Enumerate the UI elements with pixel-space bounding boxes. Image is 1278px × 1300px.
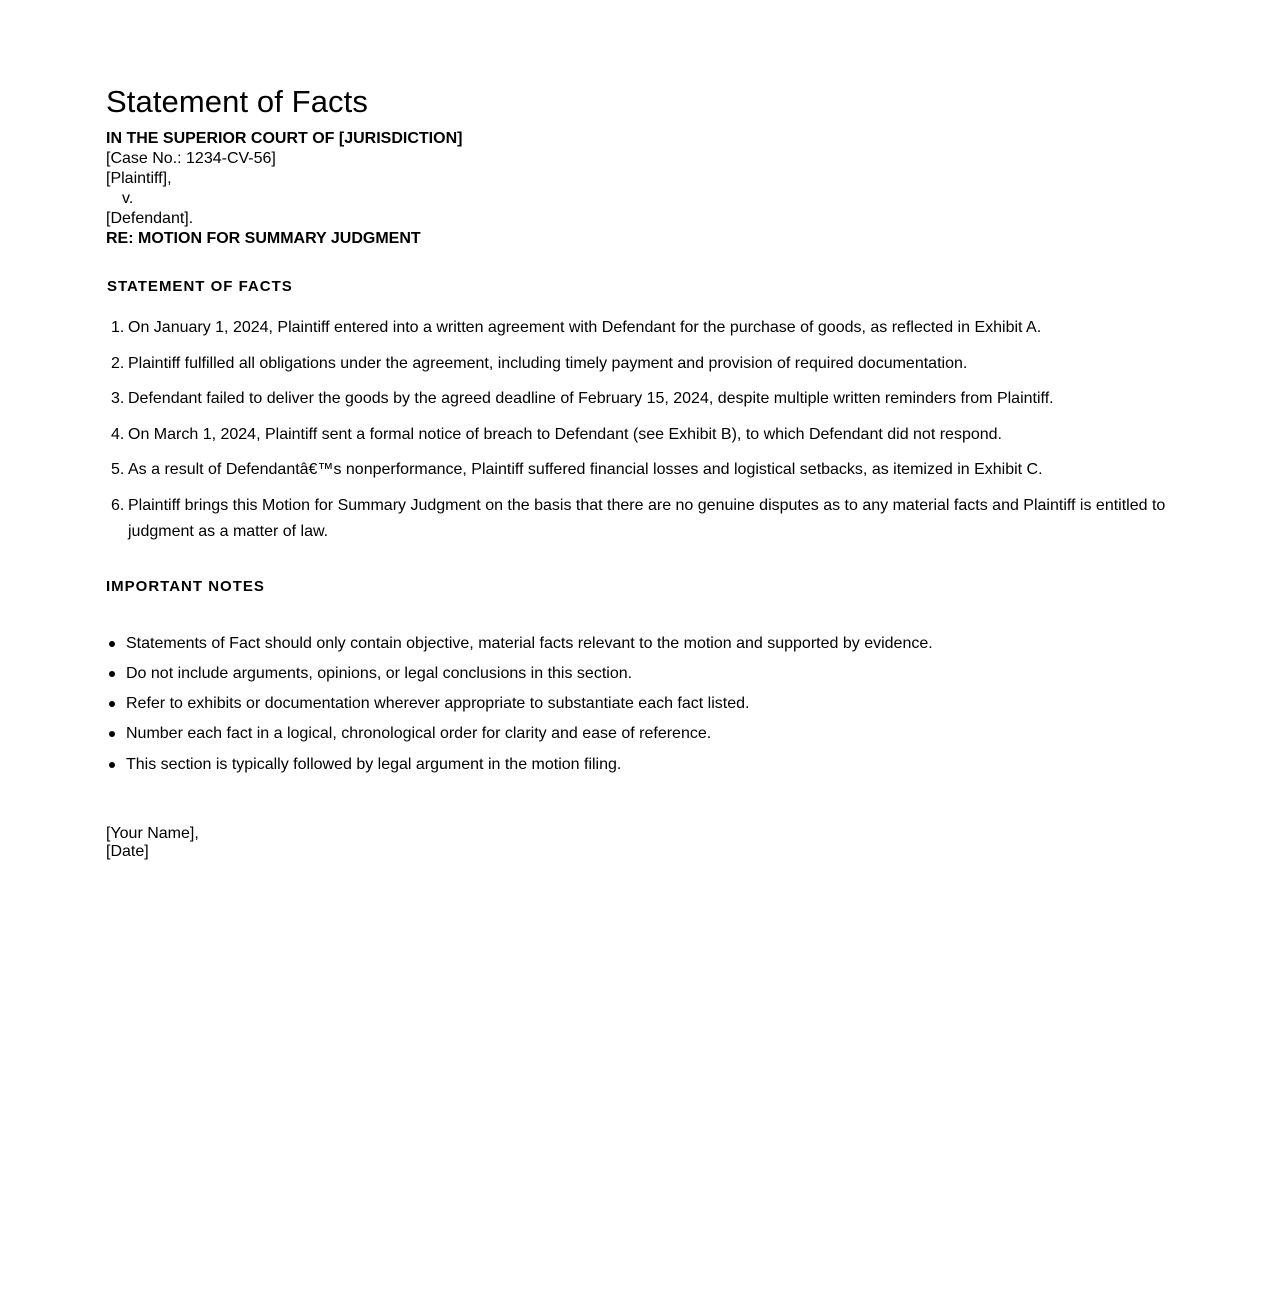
fact-item (106, 422, 1206, 448)
fact-item (106, 493, 1206, 545)
fact-item (106, 457, 1206, 483)
notes-list (106, 634, 1206, 775)
note-item (106, 724, 1206, 744)
fact-number: 6. (111, 496, 125, 514)
fact-text: On March 1, 2024, Plaintiff sent a formal notice of breach to Defendant (see Exhibit B), to which Defendant did not respond. (128, 425, 1002, 443)
case-number: [Case No.: 1234-CV-56] (106, 150, 276, 167)
signer-name: [Your Name], (106, 824, 199, 842)
fact-item (106, 351, 1206, 377)
note-text: Statements of Fact should only contain objective, material facts relevant to the motion and supported by evidence. (126, 634, 933, 652)
note-item (106, 634, 1206, 654)
note-item (106, 664, 1206, 684)
note-text: Do not include arguments, opinions, or legal conclusions in this section. (126, 664, 633, 682)
bullet-icon (109, 701, 115, 707)
note-text: This section is typically followed by legal argument in the motion filing. (126, 755, 622, 773)
fact-number: 3. (111, 390, 125, 407)
fact-item (106, 386, 1206, 412)
note-item (106, 755, 1206, 775)
document-page (106, 84, 1206, 861)
document-title: Statement of Facts (106, 84, 368, 119)
facts-list (106, 315, 1206, 545)
fact-item (106, 315, 1206, 341)
re-line: RE: MOTION FOR SUMMARY JUDGMENT (106, 230, 421, 247)
signature-date: [Date] (106, 842, 149, 860)
fact-text: Plaintiff fulfilled all obligations under the agreement, including timely payment and provision of required documentation. (128, 354, 968, 372)
court-name: IN THE SUPERIOR COURT OF [JURISDICTION] (106, 130, 463, 147)
plaintiff-name: [Plaintiff], (106, 170, 172, 187)
signature-block (106, 825, 1206, 861)
note-text: Refer to exhibits or documentation wherever appropriate to substantiate each fact listed. (126, 695, 750, 713)
note-item (106, 694, 1206, 714)
versus-label: v. (122, 190, 134, 207)
facts-heading: STATEMENT OF FACTS (107, 278, 293, 295)
fact-text: On January 1, 2024, Plaintiff entered into a written agreement with Defendant for the purchase of goods, as reflected in Exhibit A. (128, 319, 1042, 336)
bullet-icon (109, 641, 115, 647)
fact-number: 2. (111, 354, 125, 372)
bullet-icon (109, 762, 115, 768)
fact-text: As a result of Defendantâ€™s nonperformance, Plaintiff suffered financial losses and logistical setbacks, as itemized in Exhibit C. (128, 461, 1043, 478)
notes-heading: IMPORTANT NOTES (106, 577, 265, 595)
bullet-icon (109, 671, 115, 677)
note-text: Number each fact in a logical, chronological order for clarity and ease of reference. (126, 725, 712, 743)
case-caption (106, 129, 1206, 249)
fact-text: Plaintiff brings this Motion for Summary Judgment on the basis that there are no genuine disputes as to any material facts and Plaintiff is entitled to judgment as a matter of law. (128, 496, 1166, 540)
fact-number: 5. (111, 461, 125, 478)
defendant-name: [Defendant]. (106, 210, 194, 227)
bullet-icon (109, 731, 115, 737)
fact-text: Defendant failed to deliver the goods by the agreed deadline of February 15, 2024, despite multiple written reminders from Plaintiff. (128, 390, 1054, 407)
fact-number: 4. (111, 425, 125, 443)
fact-number: 1. (111, 319, 125, 336)
